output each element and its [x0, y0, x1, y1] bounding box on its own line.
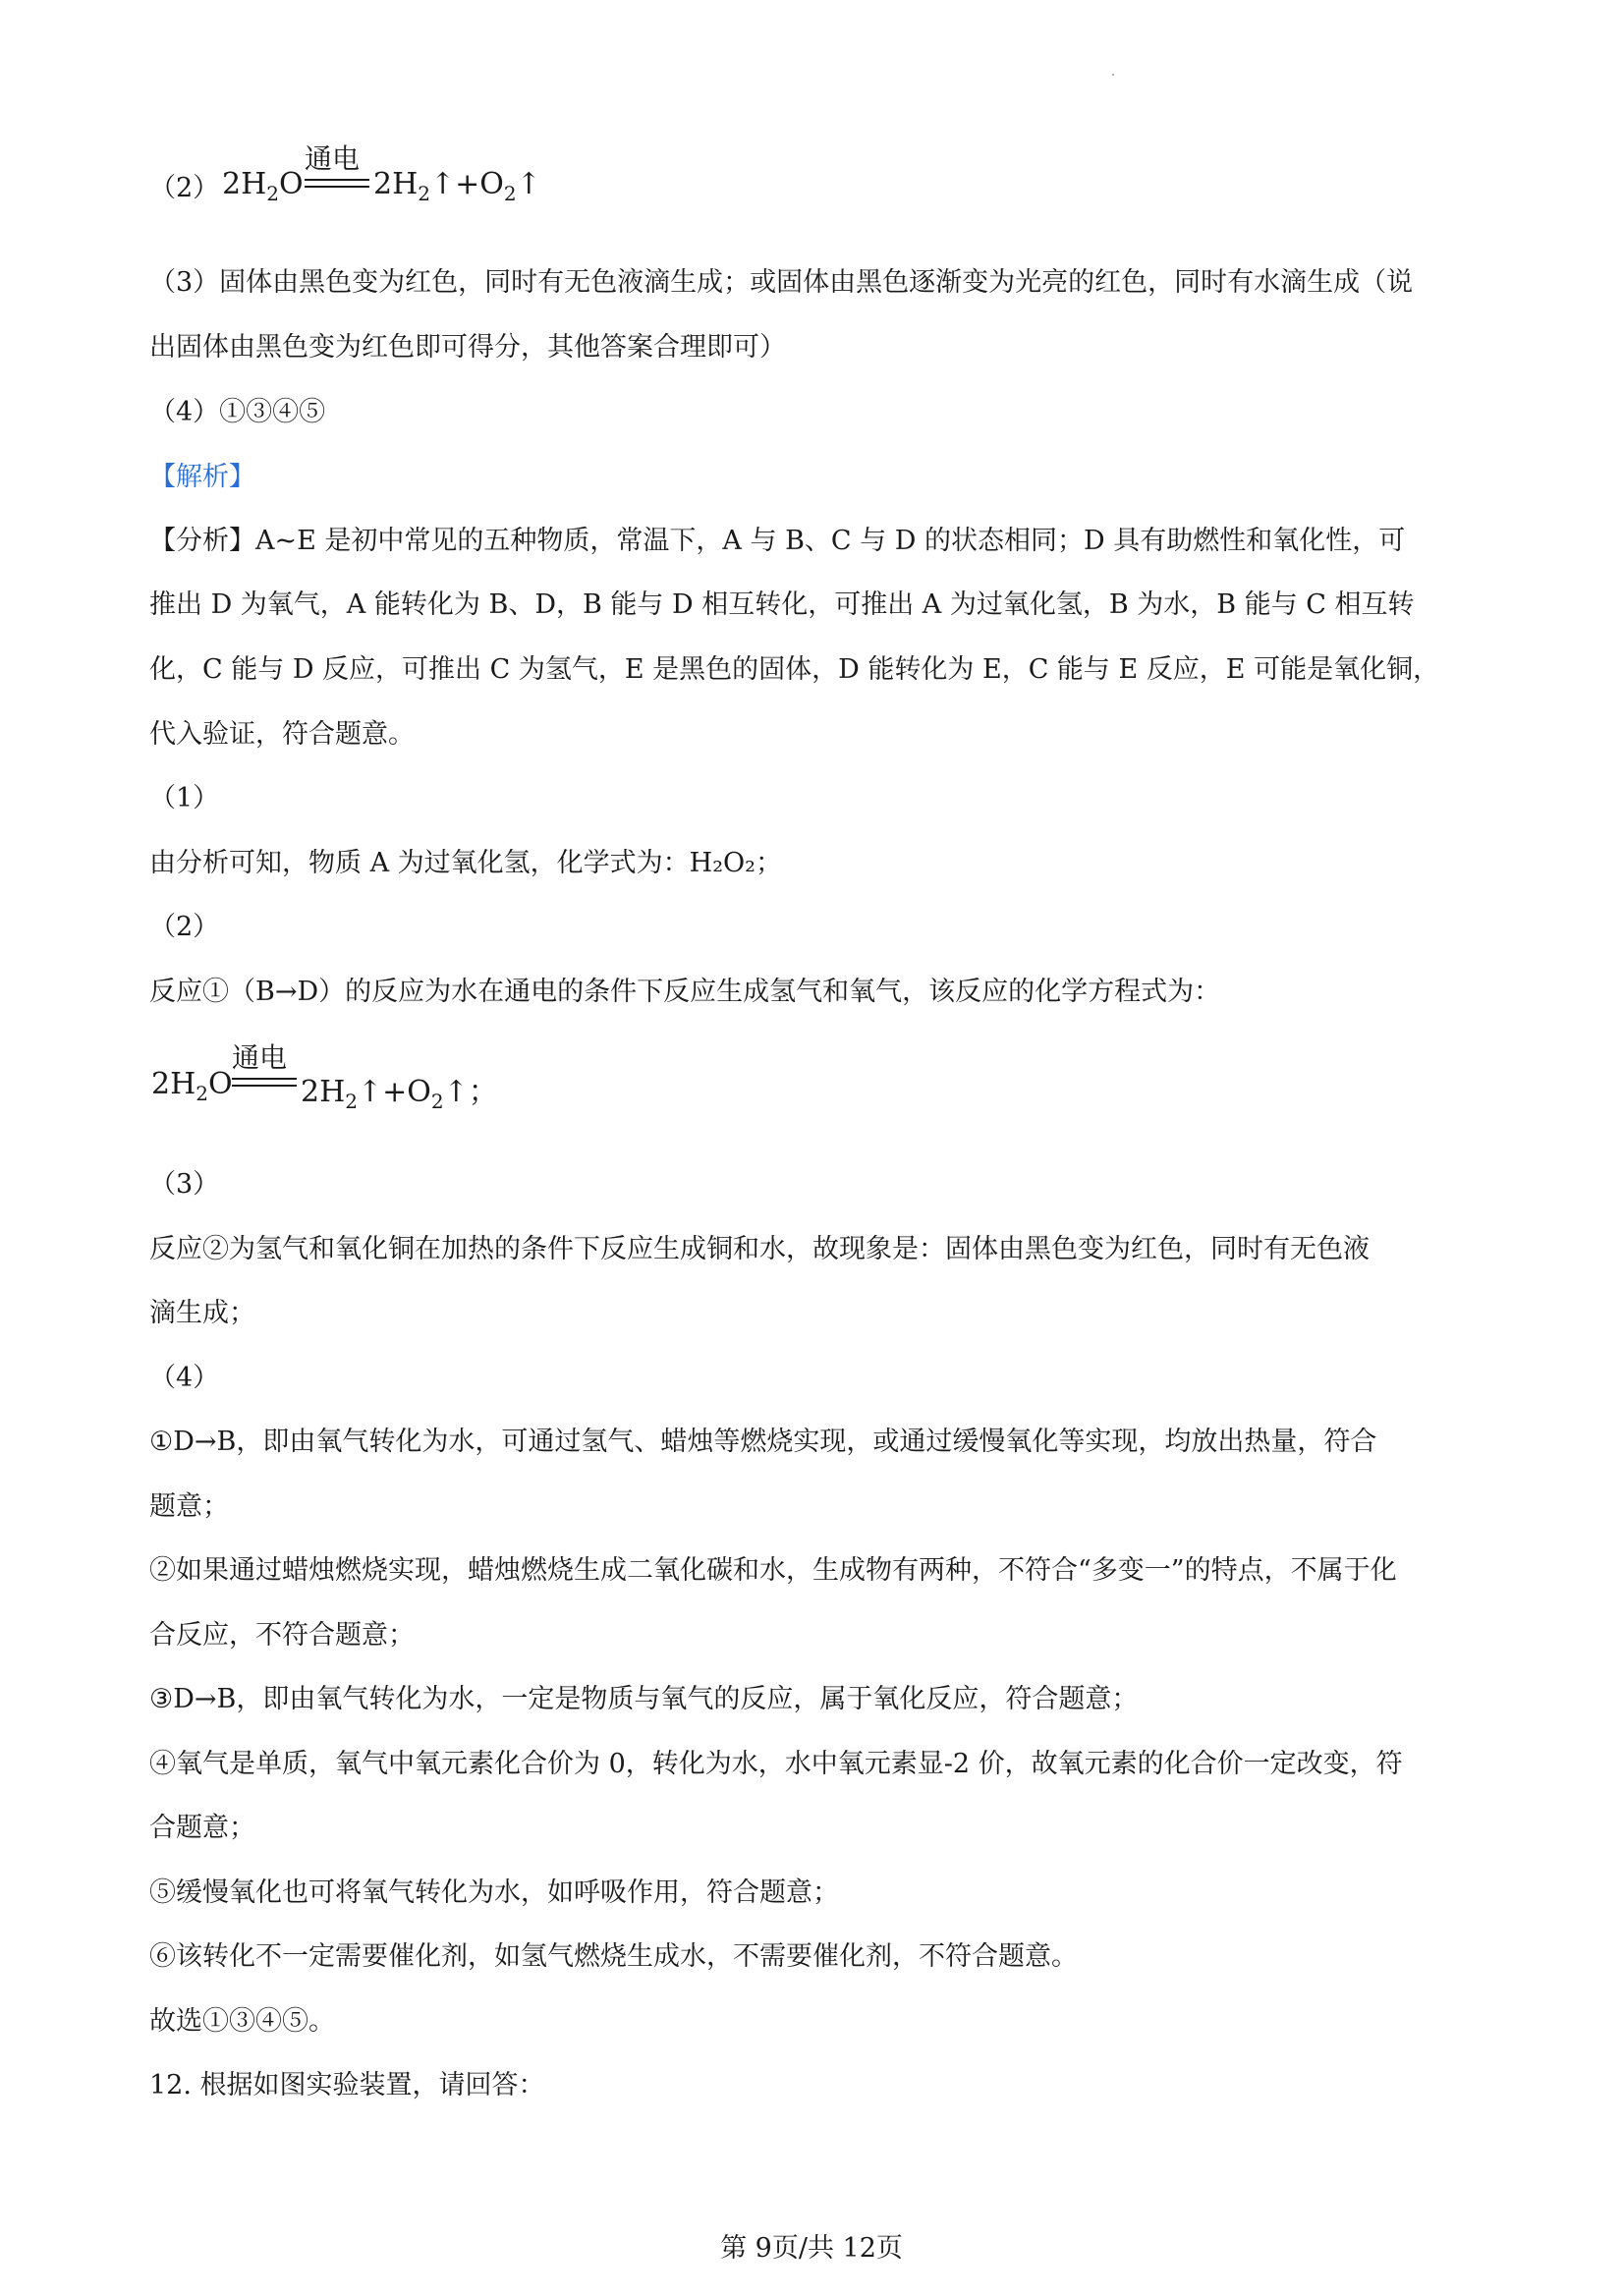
- part-4-line-8: ⑤缓慢氧化也可将氧气转化为水，如呼吸作用，符合题意；: [149, 1877, 839, 1908]
- part-2-equation-right: $2H_2↑+O_2↑$；: [301, 1075, 498, 1113]
- part-3-number: （3）: [149, 1169, 220, 1200]
- part-1-text: 由分析可知，物质 A 为过氧化氢，化学式为：H₂O₂；: [149, 848, 782, 878]
- answer-2-bar-bottom: [305, 186, 369, 188]
- part-4-line-5: ③D→B，即由氧气转化为水，一定是物质与氧气的反应，属于氧化反应，符合题意；: [149, 1684, 1139, 1714]
- part-4-line-9: ⑥该转化不一定需要催化剂，如氢气燃烧生成水，不需要催化剂，不符合题意。: [149, 1941, 1078, 1972]
- answer-2-number: （2）: [149, 173, 220, 203]
- part-2-bar-top: [232, 1078, 297, 1080]
- part-3-line-1: 反应②为氢气和氧化铜在加热的条件下反应生成铜和水，故现象是：固体由黑色变为红色，同时有无色液: [149, 1234, 1370, 1264]
- part-2-number: （2）: [149, 912, 220, 942]
- part-4-line-2: 题意；: [149, 1491, 229, 1522]
- part-2-text: 反应①（B→D）的反应为水在通电的条件下反应生成氢气和氧气，该反应的化学方程式为：: [149, 977, 1221, 1007]
- answer-3-line-1: （3）固体由黑色变为红色，同时有无色液滴生成；或固体由黑色逐渐变为光亮的红色，同时有水滴生成（说: [149, 267, 1414, 298]
- part-4-line-7: 合题意；: [149, 1813, 255, 1843]
- part-4-line-6: ④氧气是单质，氧气中氧元素化合价为 0，转化为水，水中氧元素显-2 价，故氧元素的化合价一定改变，符: [149, 1749, 1403, 1779]
- question-12: 12. 根据如图实验装置，请回答：: [149, 2070, 545, 2100]
- jiexi-label: 【解析】: [149, 462, 255, 492]
- part-4-line-3: ②如果通过蜡烛燃烧实现，蜡烛燃烧生成二氧化碳和水，生成物有两种，不符合“多变一”的特点，不属于化: [149, 1555, 1397, 1586]
- page-footer: 第 9页/共 12页: [720, 2233, 903, 2264]
- part-4-line-10: 故选①③④⑤。: [149, 2006, 335, 2037]
- part-4-line-1: ①D→B，即由氧气转化为水，可通过氢气、蜡烛等燃烧实现，或通过缓慢氧化等实现，均放出热量，符合: [149, 1427, 1377, 1457]
- analysis-line-4: 代入验证，符合题意。: [149, 719, 415, 750]
- part-2-condition: 通电: [232, 1041, 288, 1074]
- part-4-line-4: 合反应，不符合题意；: [149, 1620, 415, 1651]
- part-4-number: （4）: [149, 1363, 220, 1393]
- analysis-line-3: 化，C 能与 D 反应，可推出 C 为氢气，E 是黑色的固体，D 能转化为 E，C 能与 E 反应，E 可能是氧化铜，: [149, 654, 1440, 685]
- part-3-line-2: 滴生成；: [149, 1298, 255, 1328]
- answer-2-condition: 通电: [305, 142, 361, 175]
- corner-dot: [1112, 74, 1114, 76]
- answer-2-bar-top: [305, 179, 369, 181]
- answer-3-line-2: 出固体由黑色变为红色即可得分，其他答案合理即可）: [149, 332, 786, 363]
- answer-4: （4）①③④⑤: [149, 397, 326, 427]
- analysis-line-2: 推出 D 为氧气，A 能转化为 B、D，B 能与 D 相互转化，可推出 A 为过氧化氢，B 为水，B 能与 C 相互转: [149, 589, 1415, 620]
- answer-2-equation-right: $2H_2↑+O_2↑$: [373, 167, 541, 205]
- part-2-bar-bottom: [232, 1085, 297, 1087]
- part-2-equation-left: $2H_2O$: [151, 1067, 233, 1105]
- analysis-line-1: 【分析】A~E 是初中常见的五种物质，常温下，A 与 B、C 与 D 的状态相同；D 具有助燃性和氧化性，可: [149, 526, 1406, 556]
- part-1-number: （1）: [149, 783, 220, 813]
- answer-2-equation-left: $2H_2O$: [222, 167, 304, 205]
